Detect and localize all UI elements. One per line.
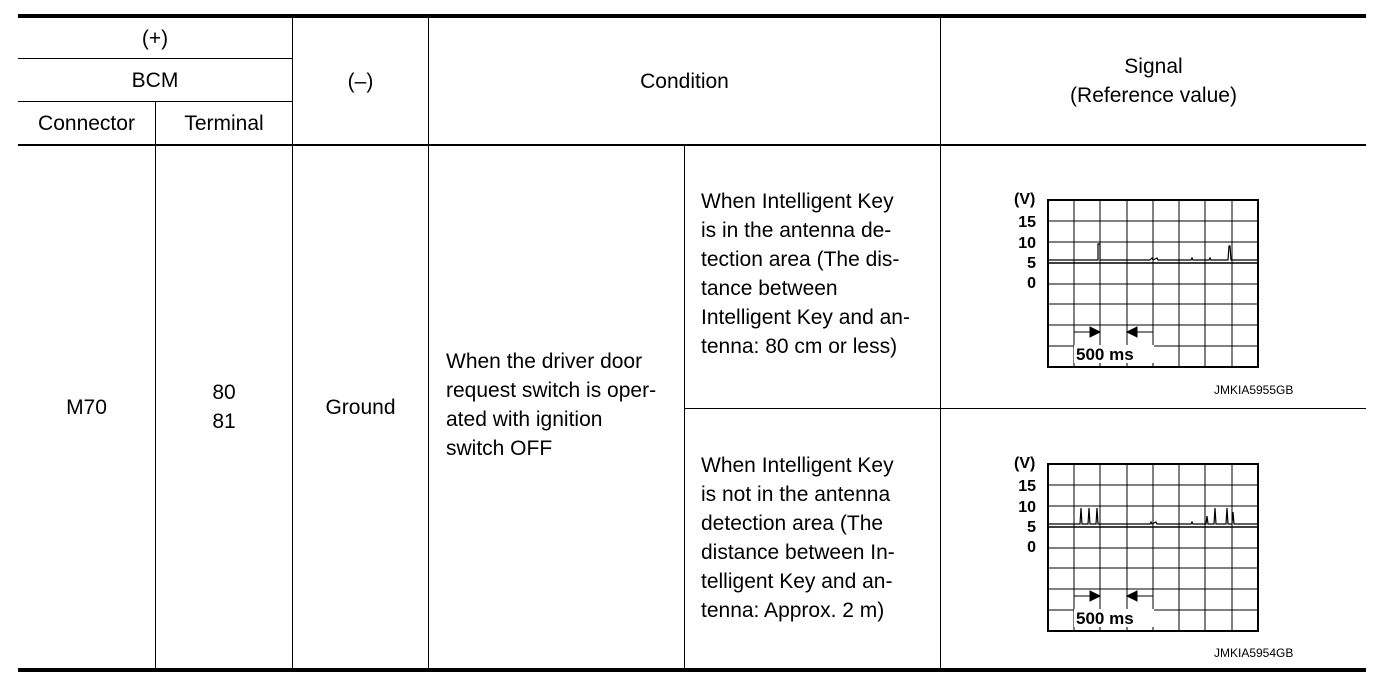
oscilloscope-waveform-2: [1010, 450, 1270, 635]
condition-main-line: When the driver door: [446, 350, 643, 373]
header-signal: [941, 18, 1366, 144]
scope-time-marker: [1074, 326, 1153, 338]
condition-main-line: switch OFF: [446, 437, 553, 460]
sub-condition-line: When Intelligent Key: [701, 190, 894, 213]
header-signal-line1: Signal: [1124, 55, 1183, 78]
sub-condition-not-in-area: [701, 451, 937, 625]
condition-main-line: ated with ignition: [446, 408, 603, 431]
figure-code-1: JMKIA5955GB: [1214, 383, 1294, 397]
row-connector: M70: [66, 395, 107, 419]
row-terminal-1: 80: [212, 381, 236, 404]
header-plus: (+): [141, 26, 169, 50]
scope-time-marker: [1074, 590, 1153, 602]
scope-time-label: 500 ms: [1076, 609, 1134, 628]
scope-unit-label: (V): [1014, 455, 1036, 472]
scope-unit-label: (V): [1014, 191, 1036, 208]
condition-main-line: request switch is oper-: [446, 379, 657, 402]
sub-condition-line: tance between: [701, 277, 838, 300]
sub-condition-line: telligent Key and an-: [701, 570, 893, 593]
header-signal-line2: (Reference value): [1070, 84, 1237, 107]
scope-time-label: 500 ms: [1076, 345, 1134, 364]
sub-condition-line: detection area (The: [701, 512, 884, 535]
scope-y-tick: 5: [1027, 519, 1036, 536]
figure-code-2: JMKIA5954GB: [1214, 646, 1294, 660]
sub-condition-line: tenna: Approx. 2 m): [701, 599, 885, 622]
table-bottom-rule: [18, 668, 1366, 672]
header-condition: Condition: [640, 69, 729, 93]
condition-main: [446, 347, 682, 463]
scope-y-tick: 0: [1027, 275, 1036, 292]
sub-condition-line: tenna: 80 cm or less): [701, 335, 898, 358]
sub-condition-line: distance between In-: [701, 541, 895, 564]
row-divider: [684, 408, 1366, 409]
scope-y-tick: 0: [1027, 539, 1036, 556]
sub-condition-line: When Intelligent Key: [701, 454, 894, 477]
sub-condition-line: is not in the antenna: [701, 483, 891, 506]
scope-grid: [1048, 200, 1258, 367]
scope-y-tick: 15: [1018, 478, 1036, 495]
scope-y-tick: 10: [1018, 499, 1036, 516]
oscilloscope-waveform-1: [1010, 186, 1270, 371]
sub-condition-line: tection area (The dis-: [701, 248, 900, 271]
scope-y-tick: 10: [1018, 235, 1036, 252]
sub-condition-line: is in the antenna de-: [701, 219, 892, 242]
scope-grid: [1048, 464, 1258, 631]
sub-condition-in-area: [701, 187, 937, 361]
row-terminal-2: 81: [212, 410, 236, 433]
sub-condition-line: Intelligent Key and an-: [701, 306, 910, 329]
header-connector: Connector: [38, 111, 135, 135]
header-terminal: Terminal: [184, 111, 264, 135]
header-minus: (–): [347, 69, 374, 93]
row-terminal: [156, 146, 292, 668]
plus-divider: [18, 58, 292, 59]
col-divider-4: [684, 146, 685, 668]
row-minus: Ground: [325, 395, 396, 419]
scope-y-tick: 15: [1018, 214, 1036, 231]
scope-y-tick: 5: [1027, 255, 1036, 272]
header-bcm: BCM: [131, 68, 179, 92]
